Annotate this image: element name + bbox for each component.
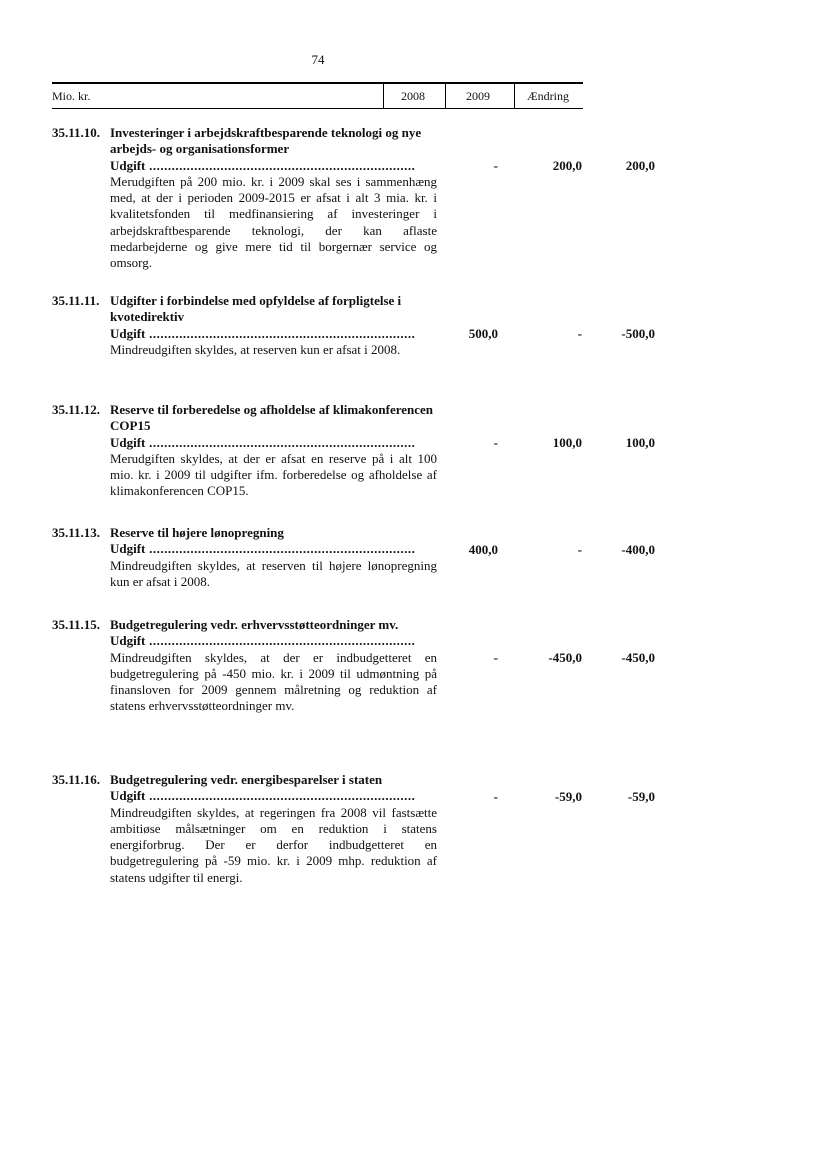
udgift-label: Udgift: [110, 633, 146, 649]
item-code: 35.11.10.: [52, 125, 101, 140]
value-2008: 400,0: [468, 542, 498, 557]
page-number: 74: [311, 52, 325, 67]
value-2008: -: [493, 789, 498, 804]
item-title: Reserve til højere lønopregning: [110, 525, 284, 540]
unit-header: Mio. kr.: [52, 89, 91, 103]
udgift-label: Udgift: [110, 434, 146, 450]
value-change: -400,0: [621, 542, 655, 557]
item-code: 35.11.13.: [52, 525, 101, 540]
value-2009: 200,0: [552, 158, 582, 173]
item-title: Udgifter i forbindelse med opfyldelse af forpligtelse i kvotedirektiv: [110, 293, 402, 325]
col-change-header: Ændring: [527, 89, 569, 103]
item-code: 35.11.11.: [52, 293, 100, 308]
item-code: 35.11.16.: [52, 772, 101, 787]
item-code: 35.11.12.: [52, 402, 101, 417]
item-description: Mindreudgiften skyldes, at der er indbudgetteret en budgetregulering på -450 mio. kr. i 2009 til udmøntning på finansloven for 2009 gennem målretning og reduktion af statens erhvervsstøtteordninger mv.: [110, 649, 437, 714]
udgift-label: Udgift: [110, 157, 146, 173]
header-top-rule: [52, 82, 583, 84]
udgift-label: Udgift: [110, 325, 146, 341]
value-2009: -450,0: [548, 650, 582, 665]
column-divider: [514, 82, 515, 109]
value-change: -500,0: [621, 326, 655, 341]
value-change: 200,0: [625, 158, 655, 173]
value-change: 100,0: [625, 435, 655, 450]
value-2008: -: [493, 650, 498, 665]
item-title: Budgetregulering vedr. energibesparelser i staten: [110, 772, 383, 787]
value-2008: 500,0: [468, 326, 498, 341]
udgift-label: Udgift: [110, 788, 146, 804]
value-2009: -: [577, 542, 582, 557]
column-divider: [445, 82, 446, 109]
item-title: Investeringer i arbejdskraftbesparende teknologi og nye arbejds- og organisationsformer: [110, 125, 422, 157]
value-2009: -: [577, 326, 582, 341]
udgift-label: Udgift: [110, 541, 146, 557]
value-2009: -59,0: [554, 789, 582, 804]
item-code: 35.11.15.: [52, 617, 101, 632]
col-2008-header: 2008: [401, 89, 425, 103]
item-description: Merudgiften på 200 mio. kr. i 2009 skal ses i sammenhæng med, at der i perioden 2009-2015 er afsat i alt 3 mia. kr. i kvalitetsfonden til medfinansiering af investeringer i arbejdskraftbesparende teknologi, der kan aflaste medarbejderne og give mere tid til borgernær service og omsorg.: [110, 173, 437, 271]
value-2008: -: [493, 158, 498, 173]
header-bottom-rule: [52, 108, 583, 109]
item-description: Mindreudgiften skyldes, at reserven til højere lønopregning kun er afsat i 2008.: [110, 557, 437, 589]
item-title: Reserve til forberedelse og afholdelse af klimakonferencen COP15: [110, 402, 434, 434]
item-title: Budgetregulering vedr. erhvervsstøtteordninger mv.: [110, 617, 399, 632]
item-description: Mindreudgiften skyldes, at regeringen fra 2008 vil fastsætte ambitiøse målsætninger om en reduktion i statens energiforbrug. Der er derfor indbudgetteret en budgetregulering på -59 mio. kr. i 2009 mhp. reduktion af statens udgifter til energi.: [110, 804, 437, 885]
column-divider: [383, 82, 384, 109]
item-description: Mindreudgiften skyldes, at reserven kun er afsat i 2008.: [110, 341, 401, 357]
col-2009-header: 2009: [466, 89, 490, 103]
value-2008: -: [493, 435, 498, 450]
item-description: Merudgiften skyldes, at der er afsat en reserve på i alt 100 mio. kr. i 2009 til udgifter ifm. forberedelse og afholdelse af klimakonferencen COP15.: [110, 450, 437, 499]
value-2009: 100,0: [552, 435, 582, 450]
value-change: -450,0: [621, 650, 655, 665]
value-change: -59,0: [627, 789, 655, 804]
